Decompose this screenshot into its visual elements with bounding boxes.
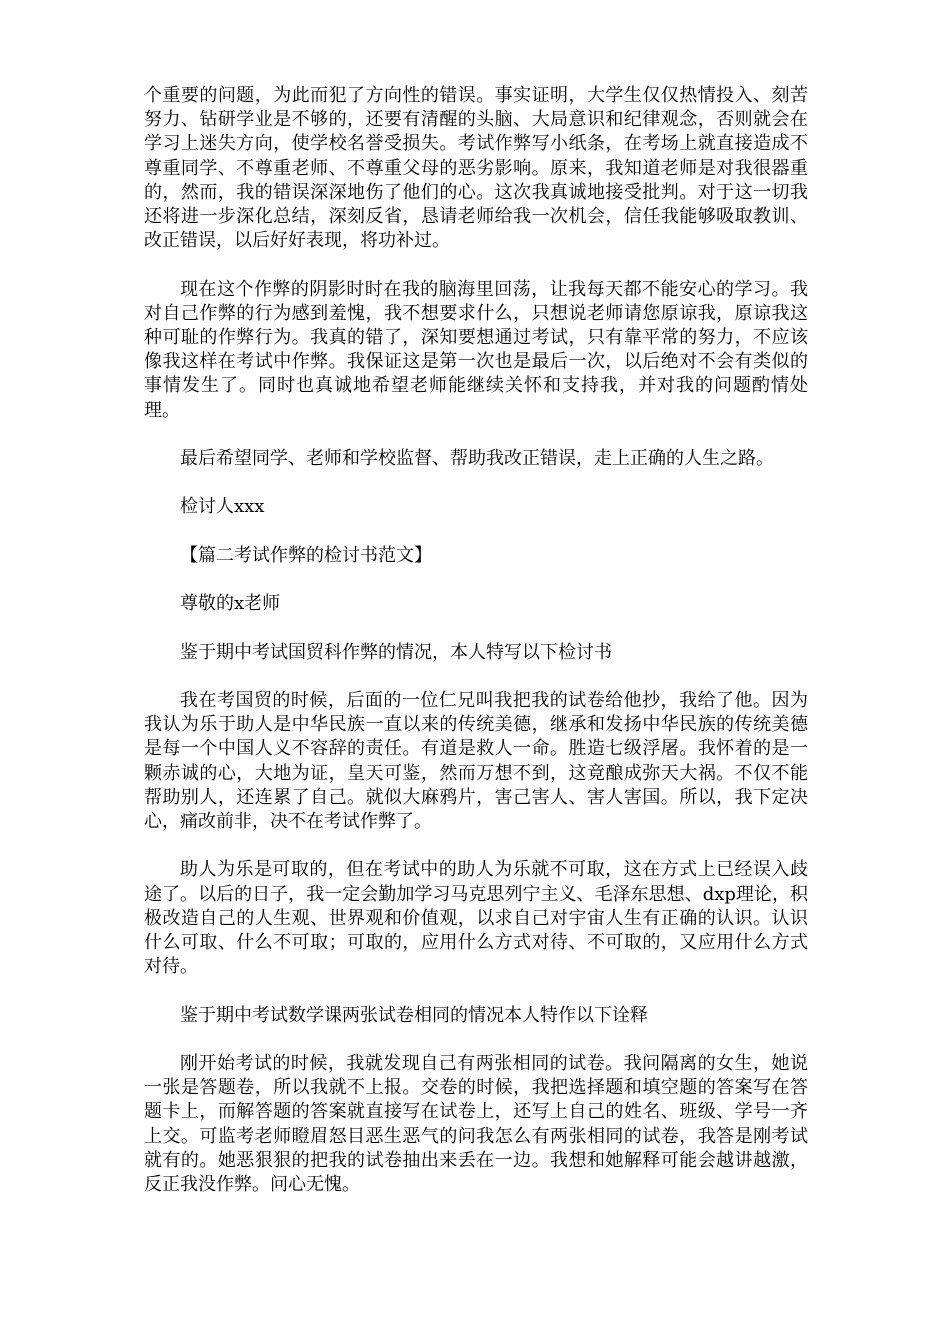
signature-line: 检讨人xxx — [180, 496, 265, 518]
paragraph-math-exam: 刚开始考试的时候，我就发现自己有两张相同的试卷。我问隔离的女生，她说一张是答题卷，所以我就不上报。交卷的时候，我把选择题和填空题的答案写在答题卡上，而解答题的答案就直接写在试卷上，还写上自己的姓名、班级、学号一齐上交。可监考老师瞪眉怒目恶生恶气的问我怎么有两张相同的试卷，我答是刚考试就有的。她恶狠狠的把我的试卷抽出来丢在一边。我想和她解释可能会越讲越激，反正我没作弊。问心无愧。 — [144, 1052, 808, 1195]
salutation: 尊敬的x老师 — [180, 593, 281, 615]
paragraph-closing-hope: 最后希望同学、老师和学校监督、帮助我改正错误，走上正确的人生之路。 — [180, 448, 774, 470]
paragraph-helping-others: 助人为乐是可取的，但在考试中的助人为乐就不可取，这在方式上已经误入歧途了。以后的日子，我一定会勤加学习马克思列宁主义、毛泽东思想、dxp理论，积极改造自己的人生观、世界观和价值观，以求自己对宇宙人生有正确的认识。认识什么可取、什么不可取；可取的，应用什么方式对待、不可取的，又应用什么方式对待。 — [144, 859, 808, 978]
document-page — [144, 84, 808, 1221]
intro-line-trade: 鉴于期中考试国贸科作弊的情况，本人特写以下检讨书 — [180, 641, 612, 663]
paragraph-shadow: 现在这个作弊的阴影时时在我的脑海里回荡，让我每天都不能安心的学习。我对自己作弊的行为感到羞愧，我不想要求什么，只想说老师请您原谅我，原谅我这种可耻的作弊行为。我真的错了，深知要想通过考试，只有靠平常的努力，不应该像我这样在考试中作弊。我保证这是第一次也是最后一次，以后绝对不会有类似的事情发生了。同时也真诚地希望老师能继续关怀和支持我，并对我的问题酌情处理。 — [144, 278, 808, 421]
paragraph-continuation: 个重要的问题，为此而犯了方向性的错误。事实证明，大学生仅仅热情投入、刻苦努力、钻研学业是不够的，还要有清醒的头脑、大局意识和纪律观念，否则就会在学习上迷失方向，使学校名誉受损失。考试作弊写小纸条，在考场上就直接造成不尊重同学、不尊重老师、不尊重父母的恶劣影响。原来，我知道老师是对我很器重的，然而，我的错误深深地伤了他们的心。这次我真诚地接受批判。对于这一切我还将进一步深化总结，深刻反省，恳请老师给我一次机会，信任我能够吸取教训、改正错误，以后好好表现，将功补过。 — [144, 85, 808, 252]
intro-line-math: 鉴于期中考试数学课两张试卷相同的情况本人特作以下诠释 — [180, 1004, 648, 1026]
section-heading: 【篇二考试作弊的检讨书范文】 — [180, 544, 432, 566]
paragraph-trade-exam: 我在考国贸的时候，后面的一位仁兄叫我把我的试卷给他抄，我给了他。因为我认为乐于助人是中华民族一直以来的传统美德，继承和发扬中华民族的传统美德是每一个中国人义不容辞的责任。有道是救人一命。胜造七级浮屠。我怀着的是一颗赤诚的心，大地为证，皇天可鉴，然而万想不到，这竟酿成弥天大祸。不仅不能帮助别人，还连累了自己。就似大麻鸦片，害己害人、害人害国。所以，我下定决心，痛改前非，决不在考试作弊了。 — [144, 689, 808, 832]
